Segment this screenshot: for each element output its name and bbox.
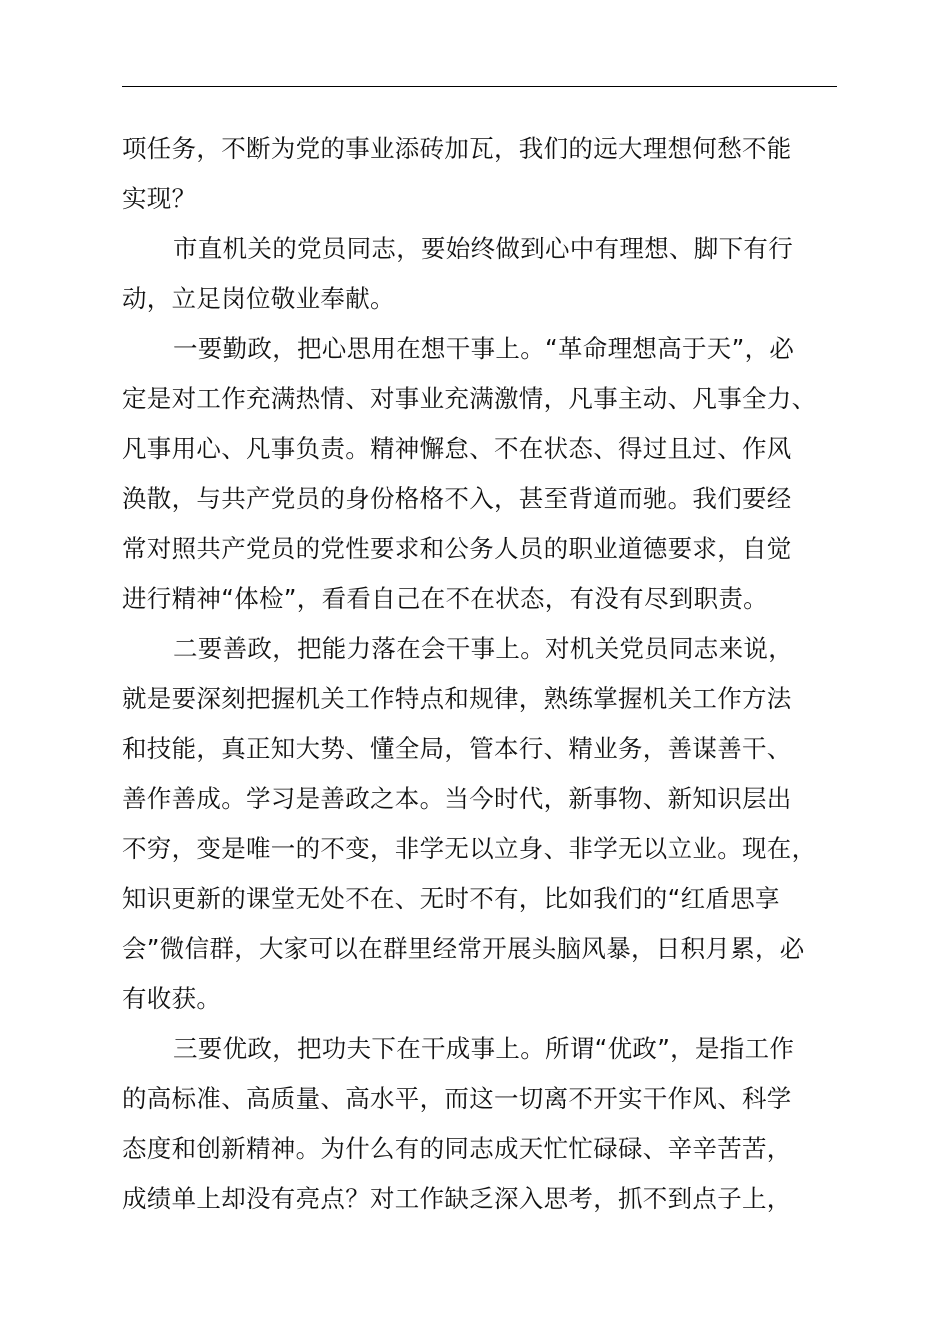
text-line: 和技能，真正知大势、懂全局，管本行、精业务，善谋善干、 — [122, 734, 792, 763]
text-line: 成绩单上却没有亮点？对工作缺乏深入思考，抓不到点子上， — [122, 1184, 792, 1213]
text-line: 就是要深刻把握机关工作特点和规律，熟练掌握机关工作方法 — [122, 684, 792, 713]
text-line: 善作善成。学习是善政之本。当今时代，新事物、新知识层出 — [122, 784, 792, 813]
paragraph-first-line: 三要优政，把功夫下在干成事上。所谓“优政”，是指工作 — [173, 1034, 795, 1063]
text-line: 凡事用心、凡事负责。精神懈怠、不在状态、得过且过、作风 — [122, 434, 792, 463]
paragraph-first-line: 市直机关的党员同志，要始终做到心中有理想、脚下有行 — [173, 234, 793, 263]
paragraph-first-line: 二要善政，把能力落在会干事上。对机关党员同志来说， — [173, 634, 793, 663]
text-line: 实现？ — [122, 184, 197, 213]
text-line: 进行精神“体检”，看看自己在不在状态，有没有尽到职责。 — [122, 584, 768, 613]
text-line: 态度和创新精神。为什么有的同志成天忙忙碌碌、辛辛苦苦， — [122, 1134, 792, 1163]
paragraph-first-line: 一要勤政，把心思用在想干事上。“革命理想高于天”，必 — [173, 334, 795, 363]
text-line: 涣散，与共产党员的身份格格不入，甚至背道而驰。我们要经 — [122, 484, 792, 513]
text-line: 常对照共产党员的党性要求和公务人员的职业道德要求，自觉 — [122, 534, 792, 563]
body-text — [122, 124, 842, 1224]
text-line: 知识更新的课堂无处不在、无时不有，比如我们的“红盾思享 — [122, 884, 780, 913]
text-line: 动，立足岗位敬业奉献。 — [122, 284, 395, 313]
text-line: 不穷，变是唯一的不变，非学无以立身、非学无以立业。现在， — [122, 834, 817, 863]
text-line: 的高标准、高质量、高水平，而这一切离不开实干作风、科学 — [122, 1084, 792, 1113]
text-line: 有收获。 — [122, 984, 222, 1013]
text-line: 项任务，不断为党的事业添砖加瓦，我们的远大理想何愁不能 — [122, 134, 792, 163]
text-line: 会”微信群，大家可以在群里经常开展头脑风暴，日积月累，必 — [122, 934, 805, 963]
text-line: 定是对工作充满热情、对事业充满激情，凡事主动、凡事全力、 — [122, 384, 817, 413]
header-rule — [122, 86, 837, 87]
